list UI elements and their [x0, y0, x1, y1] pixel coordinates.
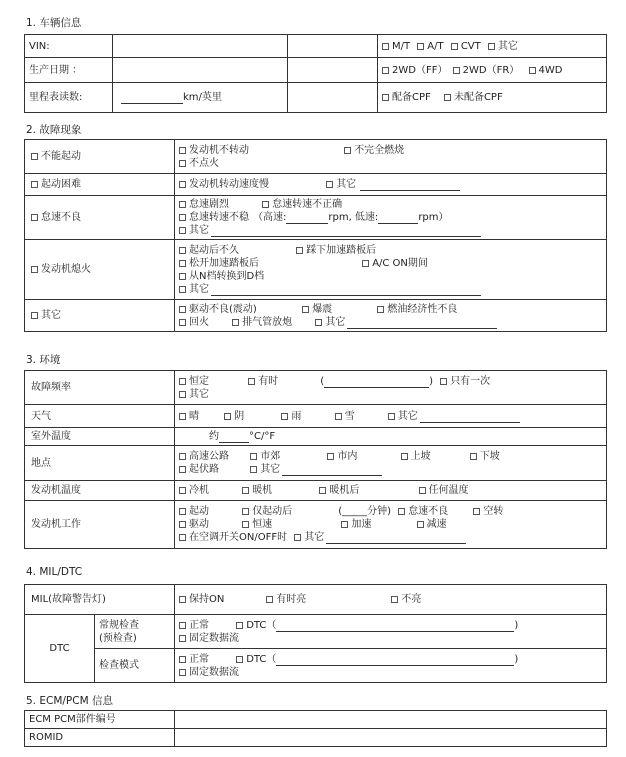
checkbox-only-once[interactable]: 只有一次 — [440, 375, 490, 388]
frequency-options: 恒定 有时 ( ) 只有一次 其它 — [175, 371, 607, 405]
date-label: 生产日期 ： — [25, 58, 113, 83]
symptom-other[interactable]: 其它 — [25, 300, 175, 332]
checkbox-incorrect-idle[interactable]: 怠速转速不正确 — [262, 198, 342, 211]
checkbox-cloudy[interactable]: 阴 — [224, 410, 268, 423]
environment-table — [24, 370, 607, 549]
checkbox-slow-crank[interactable]: 发动机转动速度慢 — [179, 178, 313, 191]
checkbox-city[interactable]: 市内 — [327, 450, 387, 463]
odometer-unit: km/英里 — [183, 92, 222, 103]
checkbox-constant[interactable]: 恒定 — [179, 375, 235, 388]
stall-options — [175, 240, 607, 300]
ecm-part-label: ECM PCM部件编号 — [25, 711, 175, 729]
checkbox-other-symptom-other[interactable]: 其它 — [315, 316, 345, 329]
hard-start-options — [175, 174, 607, 196]
engine-temp-options — [175, 481, 607, 501]
vehicle-info-table — [24, 34, 607, 113]
checkbox-uphill[interactable]: 上坡 — [401, 450, 457, 463]
location-options — [175, 446, 607, 481]
checkbox-highway[interactable]: 高速公路 — [179, 450, 237, 463]
routine-check-label: 常规检查 (预检查) — [95, 615, 175, 649]
checkbox-rough-road[interactable]: 起伏路 — [179, 463, 237, 476]
checkbox-snow[interactable]: 雪 — [335, 410, 375, 423]
checkbox-stall-ac-on[interactable]: A/C ON期间 — [362, 257, 428, 270]
checkbox-cold[interactable]: 冷机 — [179, 484, 229, 497]
symptom-stall[interactable]: 发动机熄火 — [25, 240, 175, 300]
checkbox-unstable-idle[interactable]: 怠速转速不稳 — [179, 211, 249, 224]
weather-label: 天气 — [25, 405, 175, 428]
checkbox-ac-switch[interactable]: 在空调开关ON/OFF时 — [179, 531, 287, 544]
odometer-field[interactable] — [113, 83, 288, 113]
checkbox-op-poor-idle[interactable]: 怠速不良 — [398, 505, 460, 518]
section-4-title: 4. MIL/DTC — [26, 566, 83, 578]
checkbox-driving[interactable]: 驱动 — [179, 518, 229, 531]
checkbox-sometimes[interactable]: 有时 — [248, 375, 310, 388]
checkbox-decelerating[interactable]: 减速 — [417, 518, 447, 531]
engine-operation-label: 发动机工作 — [25, 501, 175, 549]
dtc-label: DTC — [25, 615, 95, 683]
symptom-hard-start[interactable]: 起动困难 — [25, 174, 175, 196]
other-symptom-options — [175, 300, 607, 332]
checkbox-check-normal[interactable]: 正常 — [179, 653, 223, 666]
checkbox-incomplete-combustion[interactable]: 不完全燃烧 — [344, 144, 404, 157]
checkbox-accelerating[interactable]: 加速 — [341, 518, 403, 531]
outside-temp-field[interactable]: 约 °C/°F — [175, 428, 607, 446]
poor-idle-options: 怠速剧烈 怠速转速不正确 怠速转速不稳 （高速: rpm, 低速: rpm） 其它 — [175, 196, 607, 240]
checkbox-poor-fuel-economy[interactable]: 燃油经济性不良 — [377, 303, 457, 316]
checkbox-routine-freeze[interactable]: 固定数据流 — [179, 632, 239, 645]
mil-options — [175, 585, 607, 615]
checkbox-cvt[interactable]: CVT — [451, 40, 481, 53]
symptom-no-start[interactable]: 不能起动 — [25, 140, 175, 174]
rom-id-field[interactable] — [175, 729, 607, 747]
checkbox-location-other[interactable]: 其它 — [250, 463, 280, 476]
check-mode-options: 正常 DTC（ ) 固定数据流 — [175, 649, 607, 683]
checkbox-check-freeze[interactable]: 固定数据流 — [179, 666, 239, 679]
checkbox-stall-after-start[interactable]: 起动后不久 — [179, 244, 283, 257]
rom-id-label: ROMID — [25, 729, 175, 747]
checkbox-no-ignition[interactable]: 不点火 — [179, 157, 219, 170]
checkbox-hard-start-other[interactable]: 其它 — [326, 178, 356, 191]
checkbox-mil-off[interactable]: 不亮 — [391, 593, 421, 606]
checkbox-racing[interactable]: 空转 — [473, 505, 503, 518]
checkbox-4wd[interactable]: 4WD — [529, 64, 563, 77]
cpf-options — [378, 83, 607, 113]
checkbox-2wd-fr[interactable]: 2WD（FR） — [453, 64, 520, 77]
drive-options — [378, 58, 607, 83]
symptom-poor-idle[interactable]: 怠速不良 — [25, 196, 175, 240]
checkbox-starting[interactable]: 起动 — [179, 505, 229, 518]
ecm-part-field[interactable] — [175, 711, 607, 729]
checkbox-afterfire[interactable]: 排气管放炮 — [232, 316, 302, 329]
mil-dtc-table — [24, 584, 607, 683]
checkbox-operation-other[interactable]: 其它 — [294, 531, 324, 544]
checkbox-at[interactable]: A/T — [417, 40, 443, 53]
transmission-options — [378, 35, 607, 58]
weather-options — [175, 405, 607, 428]
checkbox-stall-accel-release[interactable]: 松开加速踏板后 — [179, 257, 349, 270]
outside-temp-label: 室外温度 — [25, 428, 175, 446]
checkbox-frequency-other[interactable]: 其它 — [179, 388, 209, 401]
check-mode-label: 检查模式 — [95, 649, 175, 683]
checkbox-weather-other[interactable]: 其它 — [388, 410, 418, 423]
vin-field[interactable] — [113, 35, 288, 58]
checkbox-downhill[interactable]: 下坡 — [470, 450, 500, 463]
checkbox-check-dtc[interactable]: DTC（ — [236, 653, 276, 666]
checkbox-poor-drive[interactable]: 驱动不良(震动) — [179, 303, 289, 316]
vin-field-2[interactable] — [288, 35, 378, 58]
section-5-title: 5. ECM/PCM 信息 — [26, 695, 113, 707]
checkbox-routine-dtc[interactable]: DTC（ — [236, 619, 276, 632]
odometer-field-2[interactable] — [288, 83, 378, 113]
checkbox-routine-normal[interactable]: 正常 — [179, 619, 223, 632]
checkbox-trans-other[interactable]: 其它 — [488, 40, 518, 53]
checkbox-rough-idle[interactable]: 怠速剧烈 — [179, 198, 249, 211]
vin-label: VIN: — [25, 35, 113, 58]
checkbox-mt[interactable]: M/T — [382, 40, 410, 53]
checkbox-stall-other[interactable]: 其它 — [179, 283, 209, 296]
checkbox-with-cpf[interactable]: 配备CPF — [382, 91, 431, 104]
checkbox-warm[interactable]: 暖机 — [242, 484, 306, 497]
frequency-label: 故障频率 — [25, 371, 175, 405]
routine-check-options: 正常 DTC（ ) 固定数据流 — [175, 615, 607, 649]
date-field[interactable] — [113, 58, 288, 83]
checkbox-poor-idle-other[interactable]: 其它 — [179, 224, 209, 237]
checkbox-2wd-ff[interactable]: 2WD（FF） — [382, 64, 447, 77]
section-3-title: 3. 环境 — [26, 354, 61, 366]
checkbox-without-cpf[interactable]: 未配备CPF — [444, 91, 503, 104]
engine-temp-label: 发动机温度 — [25, 481, 175, 501]
mil-label: MIL(故障警告灯) — [25, 585, 175, 615]
odometer-label: 里程表读数: — [25, 83, 113, 113]
checkbox-knock[interactable]: 爆震 — [302, 303, 364, 316]
symptom-table — [24, 139, 607, 332]
checkbox-after-warm[interactable]: 暖机后 — [319, 484, 405, 497]
checkbox-constant-speed[interactable]: 恒速 — [242, 518, 328, 531]
engine-operation-options: 起动 仅起动后 (_____分钟) 怠速不良 空转 驱动 恒速 加速 减速 在空调开关ON/OFF时 其它 — [175, 501, 607, 549]
checkbox-engine-no-crank[interactable]: 发动机不转动 — [179, 144, 331, 157]
checkbox-rain[interactable]: 雨 — [281, 410, 321, 423]
location-label: 地点 — [25, 446, 175, 481]
checkbox-mil-sometimes[interactable]: 有时亮 — [266, 593, 378, 606]
date-field-2[interactable] — [288, 58, 378, 83]
section-2-title: 2. 故障现象 — [26, 124, 82, 136]
checkbox-backfire[interactable]: 回火 — [179, 316, 219, 329]
checkbox-any-temp[interactable]: 任何温度 — [419, 484, 469, 497]
checkbox-mil-on[interactable]: 保持ON — [179, 593, 253, 606]
checkbox-just-after-start[interactable]: 仅起动后 — [242, 505, 328, 518]
checkbox-stall-n-to-d[interactable]: 从N档转换到D档 — [179, 270, 264, 283]
checkbox-sunny[interactable]: 晴 — [179, 410, 211, 423]
section-1-title: 1. 车辆信息 — [26, 17, 82, 29]
ecm-info-table — [24, 710, 607, 747]
checkbox-suburb[interactable]: 市郊 — [250, 450, 314, 463]
checkbox-stall-accel-press[interactable]: 踩下加速踏板后 — [296, 244, 376, 257]
no-start-options — [175, 140, 607, 174]
